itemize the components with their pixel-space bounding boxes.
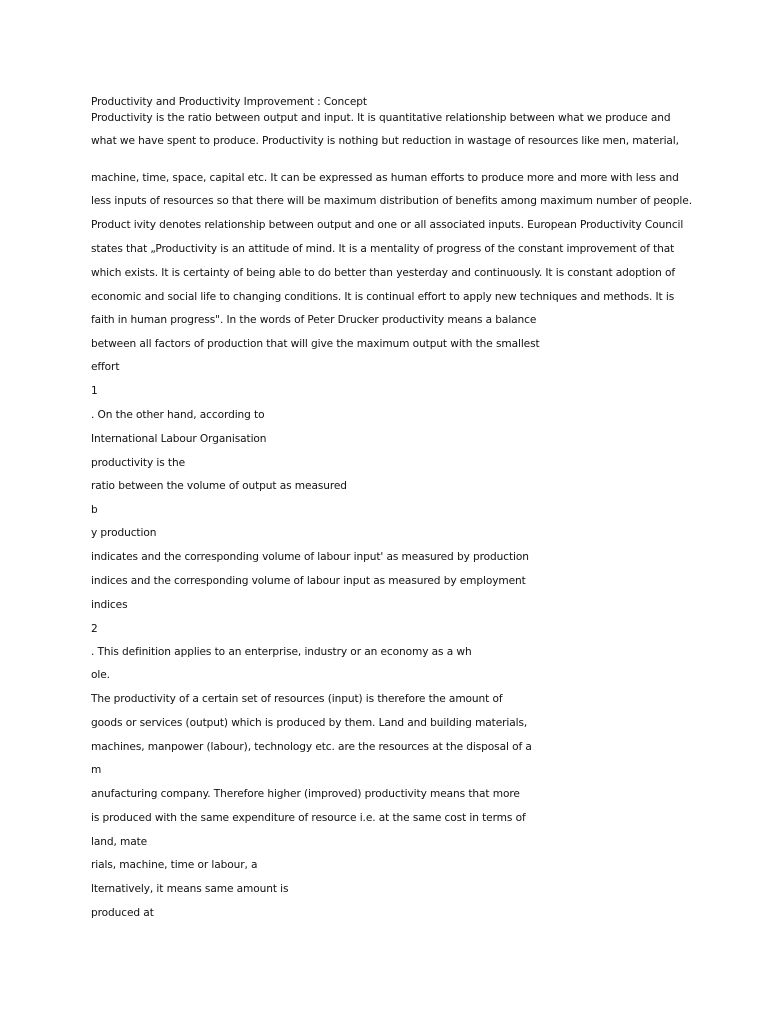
text-line: Productivity is the ratio between output and input. It is quantitative relationship between what we produce and — [91, 112, 671, 124]
text-line: productivity is the — [91, 457, 186, 469]
text-line: what we have spent to produce. Productivity is nothing but reduction in wastage of resources like men, material, — [91, 135, 679, 147]
text-line: states that „Productivity is an attitude of mind. It is a mentality of progress of the constant improvement of that — [91, 243, 675, 255]
text-line: economic and social life to changing conditions. It is continual effort to apply new techniques and methods. It is — [91, 291, 675, 303]
text-line: . On the other hand, according to — [91, 409, 265, 421]
text-line: faith in human progress". In the words of Peter Drucker productivity means a balance — [91, 314, 537, 326]
text-line: machine, time, space, capital etc. It can be expressed as human efforts to produce more and more with less and — [91, 172, 679, 184]
document-title: Productivity and Productivity Improvement : Concept — [91, 96, 367, 108]
text-line: m — [91, 764, 102, 776]
text-line: b — [91, 504, 98, 516]
text-line: land, mate — [91, 836, 148, 848]
text-line: indices — [91, 599, 128, 611]
text-line: rials, machine, time or labour, a — [91, 859, 258, 871]
text-line: The productivity of a certain set of resources (input) is therefore the amount of — [91, 693, 503, 705]
text-line: machines, manpower (labour), technology etc. are the resources at the disposal of a — [91, 741, 532, 753]
text-line: International Labour Organisation — [91, 433, 267, 445]
text-line: effort — [91, 361, 120, 373]
text-line: less inputs of resources so that there will be maximum distribution of benefits among maximum number of people. — [91, 195, 692, 207]
footnote-marker: 2 — [91, 623, 98, 635]
text-line: indicates and the corresponding volume of labour input' as measured by production — [91, 551, 529, 563]
text-line: ratio between the volume of output as measured — [91, 480, 347, 492]
text-line: goods or services (output) which is produced by them. Land and building materials, — [91, 717, 528, 729]
text-line: y production — [91, 527, 157, 539]
text-line: produced at — [91, 907, 154, 919]
text-line: is produced with the same expenditure of resource i.e. at the same cost in terms of — [91, 812, 526, 824]
text-line: Product ivity denotes relationship between output and one or all associated inputs. European Productivity Council — [91, 219, 684, 231]
text-line: anufacturing company. Therefore higher (improved) productivity means that more — [91, 788, 520, 800]
text-line: indices and the corresponding volume of labour input as measured by employment — [91, 575, 526, 587]
text-line: lternatively, it means same amount is — [91, 883, 289, 895]
text-line: between all factors of production that will give the maximum output with the smallest — [91, 338, 540, 350]
text-line: which exists. It is certainty of being able to do better than yesterday and continuously. It is constant adoption of — [91, 267, 675, 279]
text-line: . This definition applies to an enterprise, industry or an economy as a wh — [91, 646, 472, 658]
text-line: ole. — [91, 669, 110, 681]
footnote-marker: 1 — [91, 385, 98, 397]
